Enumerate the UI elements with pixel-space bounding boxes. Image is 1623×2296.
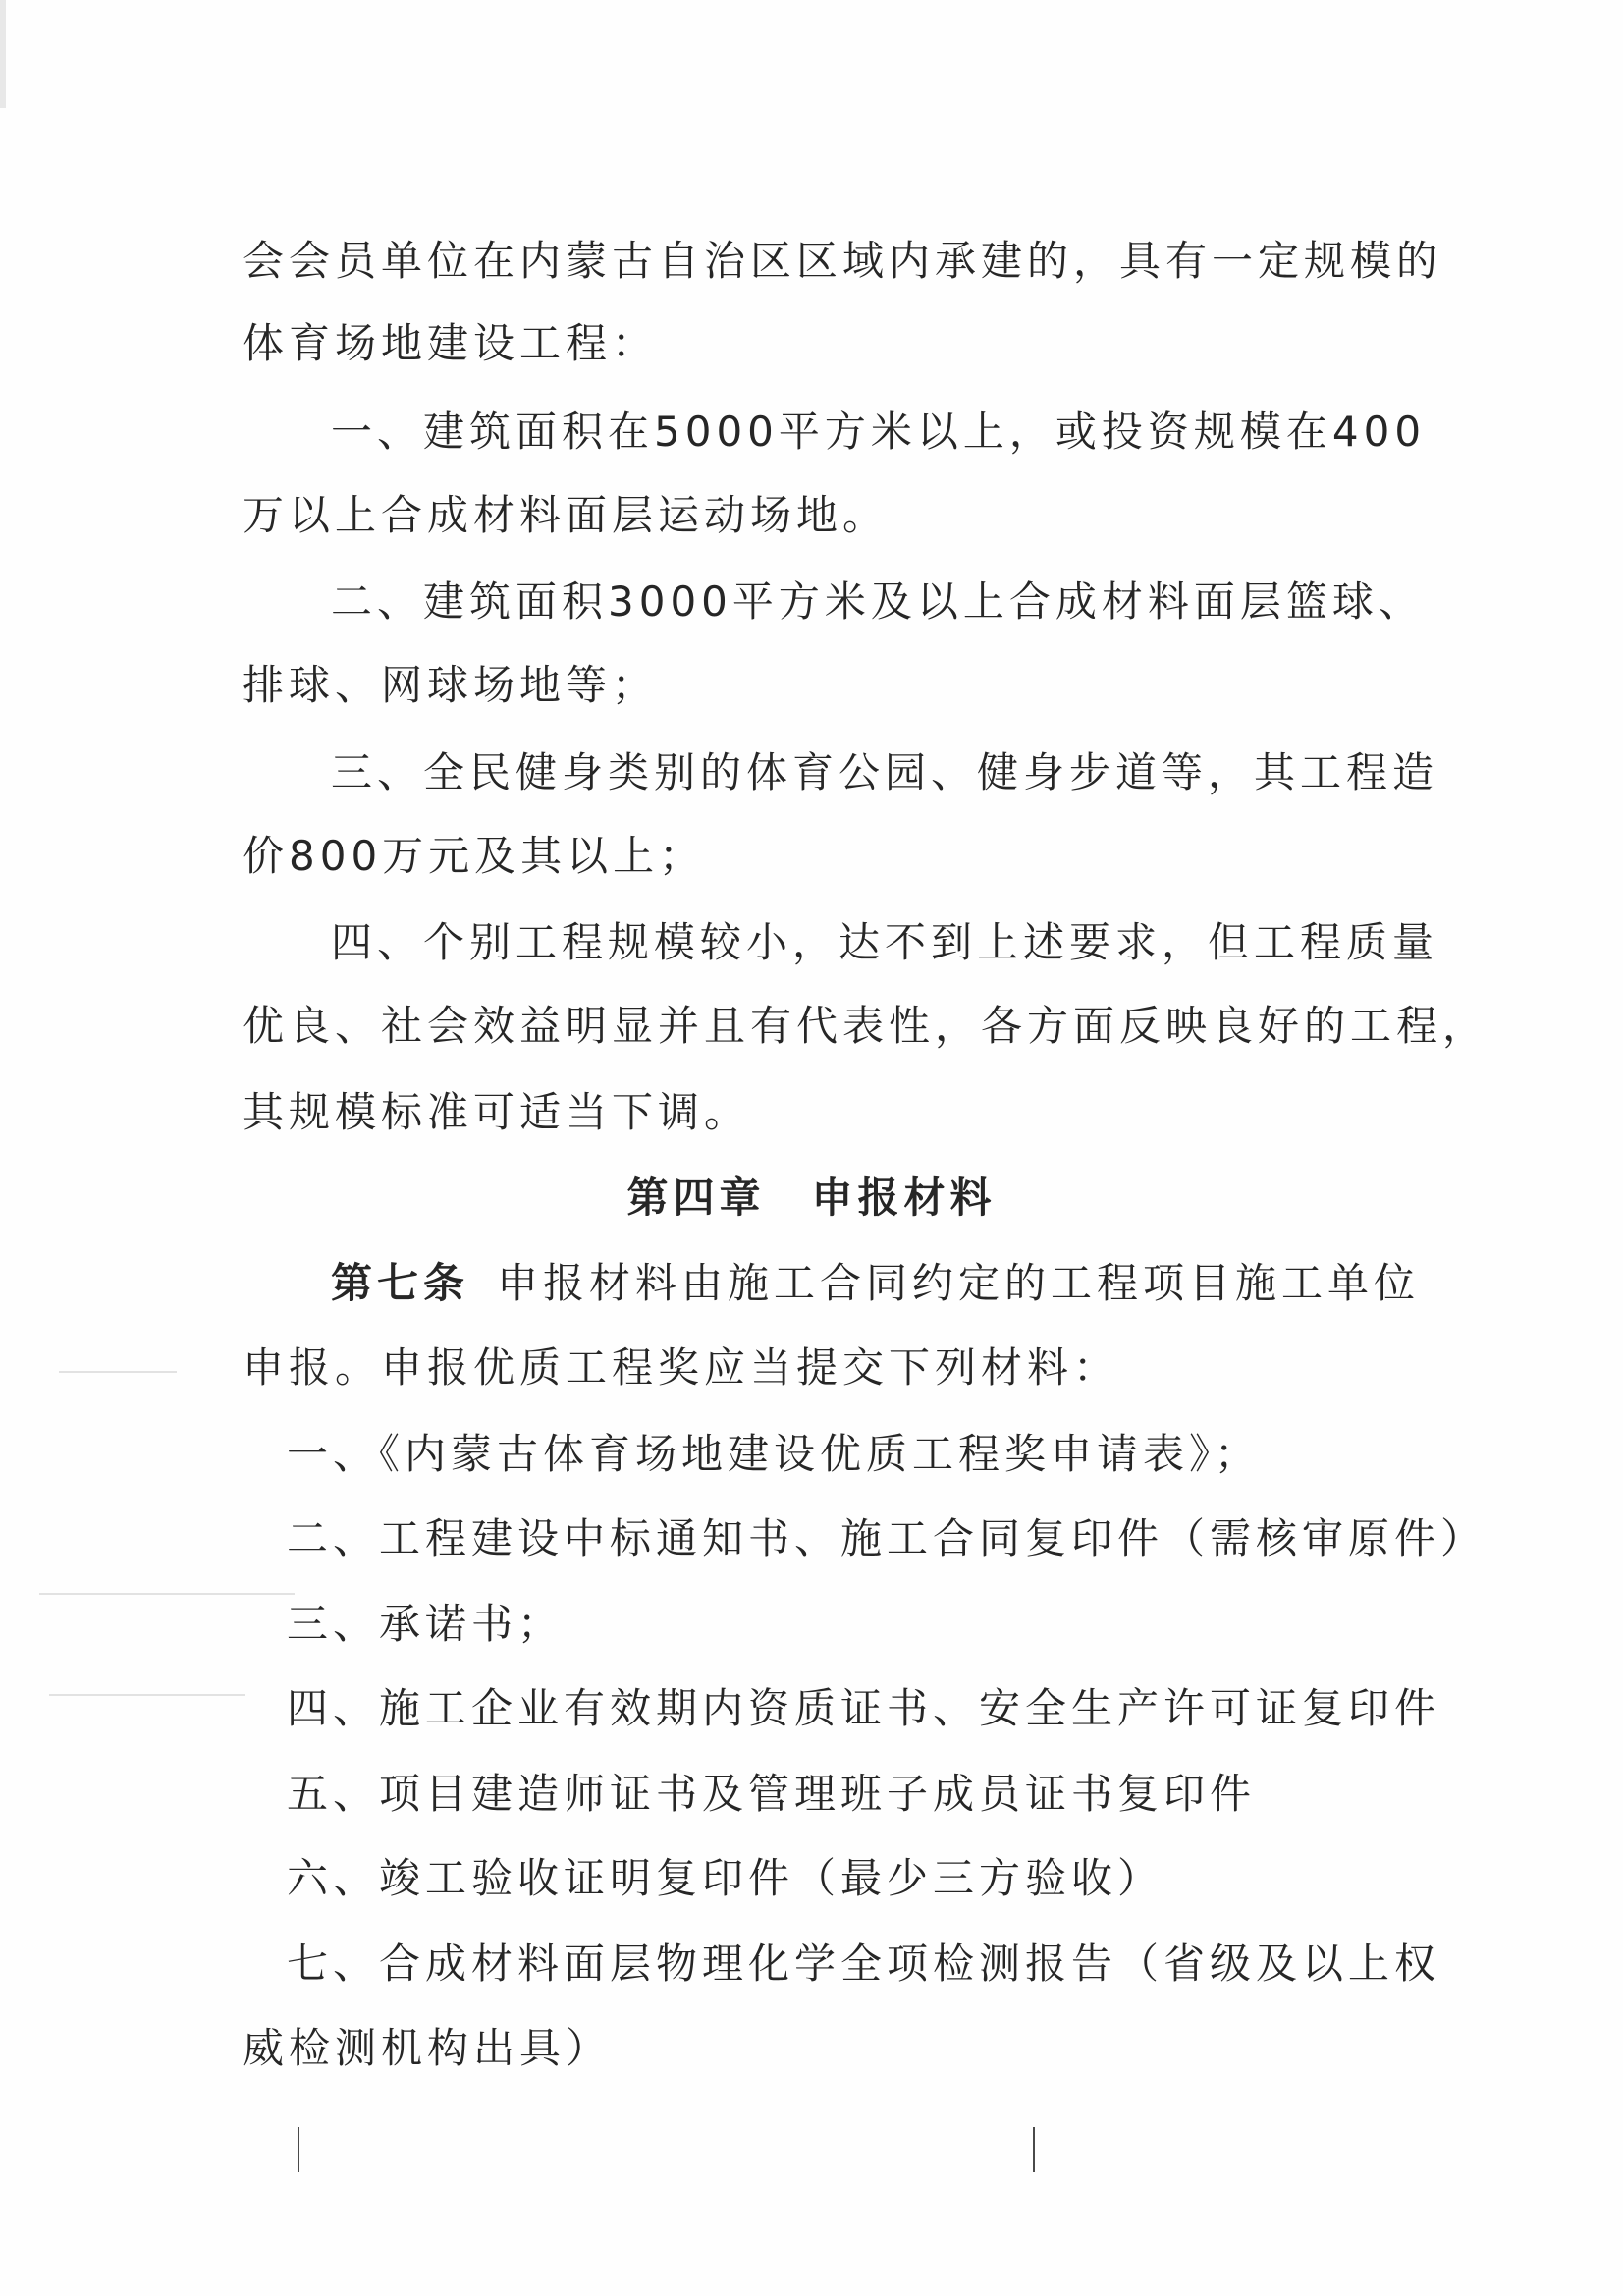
article-text: 申报材料由施工合同约定的工程项目施工单位 (497, 1259, 1421, 1307)
list-item-line: 三、全民健身类别的体育公园、健身步道等，其工程造 (331, 748, 1439, 796)
scan-smudge (49, 1694, 245, 1696)
material-item: 一、《内蒙古体育场地建设优质工程奖申请表》； (287, 1430, 1262, 1478)
paragraph-line: 优良、社会效益明显并且有代表性，各方面反映良好的工程， (243, 1002, 1489, 1050)
list-item-line: 一、建筑面积在5000平方米以上，或投资规模在400 (331, 408, 1427, 456)
list-item-line: 二、建筑面积3000平方米及以上合成材料面层篮球、 (331, 577, 1425, 626)
article-line (331, 1254, 1420, 1313)
binding-mark (298, 2127, 299, 2172)
chapter-heading: 第四章 申报材料 (626, 1174, 997, 1222)
material-item: 威检测机构出具） (243, 2024, 613, 2072)
material-item: 四、施工企业有效期内资质证书、安全生产许可证复印件 (287, 1684, 1441, 1732)
material-item: 三、承诺书； (287, 1600, 565, 1648)
scan-smudge (59, 1371, 177, 1373)
article-line: 申报。申报优质工程奖应当提交下列材料： (243, 1343, 1120, 1392)
material-item: 五、项目建造师证书及管理班子成员证书复印件 (287, 1770, 1257, 1818)
paragraph-line: 其规模标准可适当下调。 (243, 1088, 751, 1136)
material-item: 六、竣工验收证明复印件（最少三方验收） (287, 1854, 1164, 1902)
paragraph-line: 会会员单位在内蒙古自治区区域内承建的，具有一定规模的 (243, 237, 1443, 285)
list-item-line: 四、个别工程规模较小，达不到上述要求，但工程质量 (331, 918, 1439, 966)
paragraph-line: 排球、网球场地等； (243, 661, 659, 709)
paragraph-line: 价800万元及其以上； (243, 832, 706, 880)
article-label: 第七条 (331, 1259, 470, 1307)
paragraph-line: 体育场地建设工程： (243, 319, 659, 367)
binding-mark (1033, 2127, 1035, 2172)
paragraph-line: 万以上合成材料面层运动场地。 (243, 491, 890, 539)
scan-edge-mark (0, 0, 6, 108)
material-item: 二、工程建设中标通知书、施工合同复印件（需核审原件） (287, 1514, 1488, 1562)
scan-smudge (39, 1593, 295, 1595)
material-item: 七、合成材料面层物理化学全项检测报告（省级及以上权 (287, 1940, 1441, 1988)
